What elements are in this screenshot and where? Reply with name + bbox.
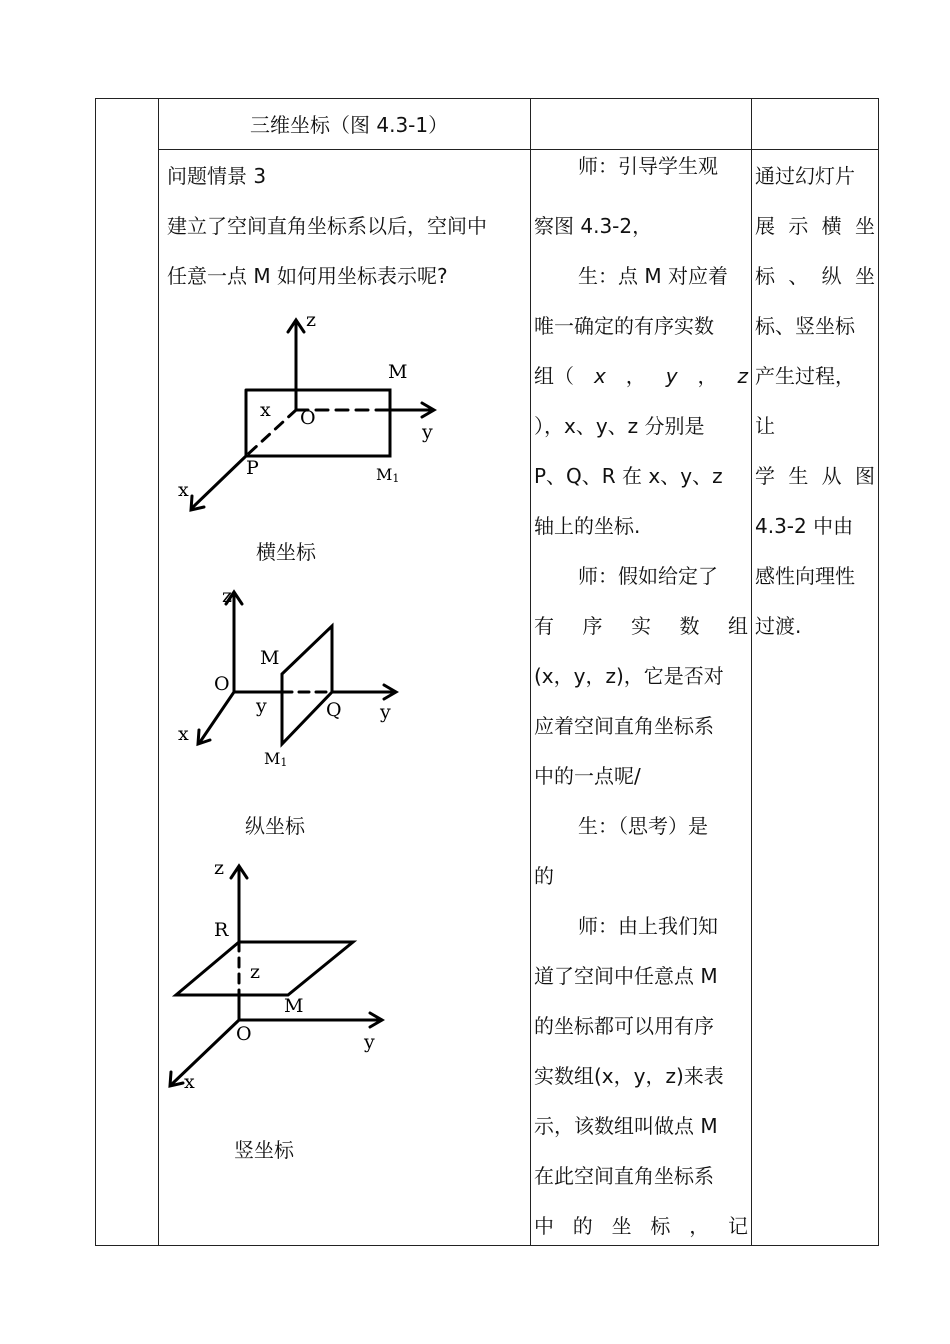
- intent-fragment: 、: [788, 264, 809, 288]
- dialogue-fragment: ，: [625, 364, 646, 388]
- figure-ordinate-diagram: [160, 582, 530, 782]
- dialogue-line: 师：假如给定了: [578, 564, 718, 588]
- figure-abscissa-diagram: [160, 300, 530, 540]
- figure-vertical-coordinate-diagram: [160, 852, 530, 1102]
- intent-fragment: 学: [755, 464, 775, 488]
- axis-label-z: z: [222, 585, 233, 607]
- axis-label-x: x: [178, 723, 189, 745]
- dialogue-fragment: 序: [582, 614, 603, 638]
- dialogue-line: [534, 351, 748, 401]
- figure-caption: 横坐标: [256, 540, 316, 564]
- dialogue-line: 察图 4.3-2，: [534, 214, 653, 238]
- intent-line: 4.3-2 中由: [755, 514, 854, 538]
- dialogue-line: 唯一确定的有序实数: [534, 314, 714, 338]
- axis-label-z: z: [214, 857, 225, 879]
- dialogue-line: [534, 601, 748, 651]
- origin-label: O: [236, 1023, 252, 1045]
- point-label-M1: M1: [376, 465, 400, 485]
- point-label-M1: M1: [264, 749, 288, 769]
- column-divider: [530, 98, 531, 1246]
- point-label-M: M: [284, 995, 304, 1017]
- dialogue-line: 道了空间中任意点 M: [534, 964, 718, 988]
- dialogue-fragment: 有: [534, 614, 554, 638]
- column-divider: [158, 98, 159, 1246]
- dialogue-line: 生：点 M 对应着: [578, 264, 728, 288]
- label-y-inner: y: [256, 695, 267, 717]
- label-x-inner: x: [260, 399, 271, 421]
- point-label-M: M: [388, 361, 408, 383]
- problem-text-line: 任意一点 M 如何用坐标表示呢?: [167, 264, 448, 288]
- point-label-R: R: [214, 919, 229, 941]
- dialogue-line: 中的一点呢/: [534, 764, 641, 788]
- intent-fragment: 纵: [821, 264, 842, 288]
- dialogue-fragment: 组（: [534, 364, 574, 388]
- dialogue-line: 在此空间直角坐标系: [534, 1164, 714, 1188]
- dialogue-line: P、Q、R 在 x、y、z: [534, 464, 723, 488]
- dialogue-line: 的: [534, 864, 554, 888]
- axis-label-y: y: [380, 701, 391, 723]
- intent-fragment: 示: [788, 214, 809, 238]
- dialogue-fragment: 记: [727, 1214, 748, 1238]
- dialogue-line: 生：（思考）是: [578, 814, 708, 838]
- intent-line: [755, 251, 875, 301]
- origin-label: O: [300, 407, 316, 429]
- intent-fragment: 坐: [854, 214, 875, 238]
- point-label-P: P: [246, 457, 259, 479]
- intent-line: 感性向理性: [755, 564, 855, 588]
- dialogue-line: ），x、y、z 分别是: [534, 414, 705, 438]
- figure-caption: 纵坐标: [245, 814, 305, 838]
- axis-label-x: x: [178, 479, 189, 501]
- header-title: 三维坐标（图 4.3-1）: [250, 113, 449, 137]
- dialogue-fragment: 组: [728, 614, 748, 638]
- axis-label-y: y: [422, 421, 433, 443]
- intent-fragment: 图: [854, 464, 875, 488]
- dialogue-fragment: 数: [679, 614, 700, 638]
- intent-line: 过渡.: [755, 614, 802, 638]
- axis-label-z: z: [306, 309, 317, 331]
- intent-fragment: 生: [788, 464, 809, 488]
- column-divider: [751, 98, 752, 1246]
- point-label-Q: Q: [326, 699, 342, 721]
- dialogue-line: [534, 1201, 748, 1251]
- axis-label-y: y: [364, 1031, 375, 1053]
- intent-fragment: 展: [755, 214, 775, 238]
- dialogue-fragment: 实: [631, 614, 651, 638]
- dialogue-fragment: ，: [697, 364, 718, 388]
- dialogue-line: 的坐标都可以用有序: [534, 1014, 714, 1038]
- dialogue-fragment: 的: [572, 1214, 593, 1238]
- intent-line: [755, 201, 875, 251]
- intent-line: 通过幻灯片: [755, 164, 855, 188]
- intent-line: [755, 451, 875, 501]
- dialogue-line: 实数组(x，y，z)来表: [534, 1064, 724, 1088]
- dialogue-fragment: 标: [650, 1214, 671, 1238]
- point-label-M: M: [260, 647, 280, 669]
- intent-line: 标、竖坐标: [755, 314, 855, 338]
- dialogue-line: (x，y，z)，它是否对: [534, 664, 724, 688]
- figure-caption: 竖坐标: [234, 1138, 294, 1162]
- intent-line: 产生过程，: [755, 364, 855, 388]
- intent-fragment: 横: [821, 214, 842, 238]
- dialogue-line: 轴上的坐标.: [534, 514, 641, 538]
- intent-fragment: 从: [821, 464, 842, 488]
- dialogue-fragment: y: [665, 364, 678, 388]
- dialogue-line: 应着空间直角坐标系: [534, 714, 714, 738]
- dialogue-fragment: 中: [534, 1214, 554, 1238]
- intent-fragment: 坐: [854, 264, 875, 288]
- dialogue-fragment: 坐: [611, 1214, 632, 1238]
- problem-text-line: 建立了空间直角坐标系以后，空间中: [167, 214, 487, 238]
- dialogue-fragment: ，: [689, 1214, 710, 1238]
- label-z-inner: z: [250, 961, 261, 983]
- dialogue-line: 示，该数组叫做点 M: [534, 1114, 718, 1138]
- origin-label: O: [214, 673, 230, 695]
- dialogue-line: 师：由上我们知: [578, 914, 718, 938]
- problem-title: 问题情景 3: [167, 164, 267, 188]
- dialogue-fragment: z: [737, 364, 748, 388]
- intent-fragment: 标: [755, 264, 775, 288]
- dialogue-line: 师：引导学生观: [578, 154, 718, 178]
- intent-line: 让: [755, 414, 775, 438]
- dialogue-fragment: x: [593, 364, 606, 388]
- axis-label-x: x: [184, 1071, 195, 1093]
